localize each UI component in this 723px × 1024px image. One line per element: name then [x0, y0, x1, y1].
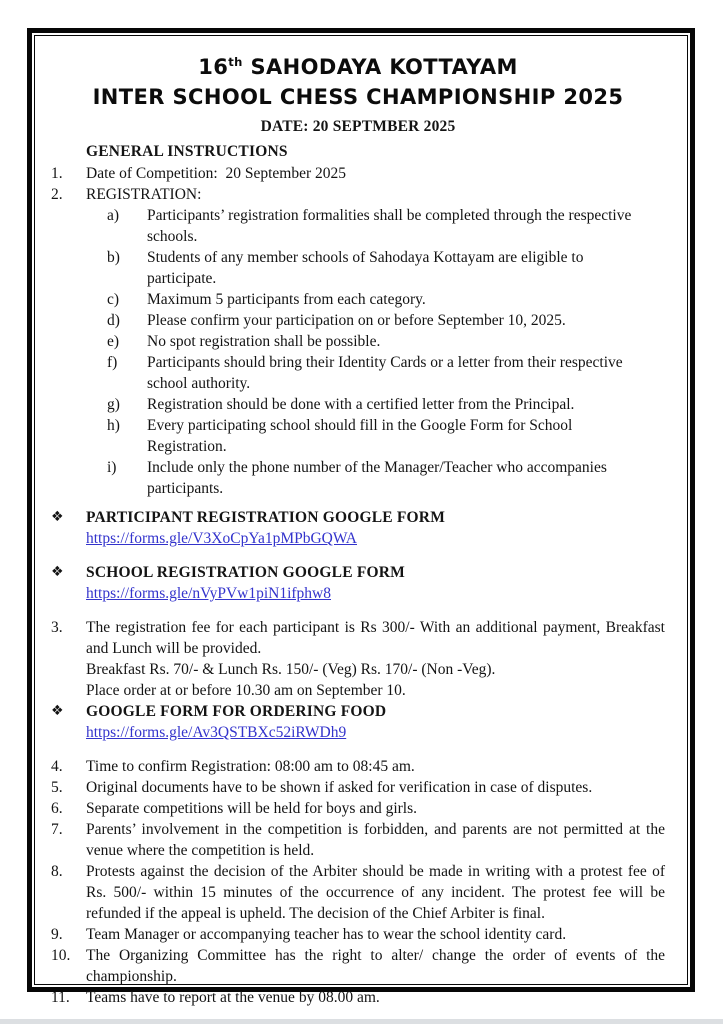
item-text: Date of Competition: 20 September 2025: [86, 165, 347, 182]
page-edge-shadow: [0, 1019, 723, 1024]
sub-item-i: [107, 457, 665, 499]
item-number: 9.: [51, 926, 63, 943]
school-form-link-row: [51, 583, 665, 604]
item-text-line-3: Place order at or before 10.30 am on September 10.: [86, 682, 406, 699]
item-number: 8.: [51, 863, 63, 880]
item-text: Parents’ involvement in the competition is forbidden, and parents are not permitted at the venue where the competition is held.: [86, 821, 665, 859]
item-number: 3.: [51, 619, 63, 636]
instruction-item-5: [51, 777, 665, 798]
sub-item-g: [107, 394, 665, 415]
instruction-item-2: [51, 184, 665, 205]
instruction-item-4: [51, 756, 665, 777]
item-text: The registration fee for each participant is Rs 300/- With an additional payment, Breakfast and Lunch will be provided.: [86, 619, 665, 657]
sub-item-letter: e): [107, 333, 120, 350]
instruction-item-11: [51, 987, 665, 1008]
form-title: GOOGLE FORM FOR ORDERING FOOD: [86, 703, 387, 720]
diamond-bullet-icon: ❖: [51, 509, 64, 525]
item-number: 2.: [51, 186, 63, 203]
sub-item-h: [107, 415, 665, 457]
instruction-item-1: [51, 163, 665, 184]
item-text: The Organizing Committee has the right to alter/ change the order of events of the championship.: [86, 947, 665, 985]
item-number: 7.: [51, 821, 63, 838]
instruction-item-9: [51, 924, 665, 945]
food-form-link-row: [51, 722, 665, 743]
sub-item-letter: c): [107, 291, 120, 308]
title-ordinal-suffix: th: [228, 55, 243, 69]
sub-item-d: [107, 310, 665, 331]
sub-item-text: Students of any member schools of Sahodaya Kottayam are eligible to participate.: [147, 249, 584, 287]
item-text: Original documents have to be shown if asked for verification in case of disputes.: [86, 779, 593, 796]
sub-item-letter: g): [107, 396, 120, 413]
diamond-bullet-icon: ❖: [51, 564, 64, 580]
item-number: 10.: [51, 947, 71, 964]
school-form-link[interactable]: https://forms.gle/nVyPVw1piN1ifphw8: [86, 585, 331, 602]
food-form-link[interactable]: https://forms.gle/Av3QSTBXc52iRWDh9: [86, 724, 347, 741]
sub-item-b: [107, 247, 665, 289]
participant-form-link[interactable]: https://forms.gle/V3XoCpYa1pMPbGQWA: [86, 530, 357, 547]
instruction-item-8: [51, 861, 665, 924]
sub-item-e: [107, 331, 665, 352]
title-number: 16: [198, 55, 229, 79]
sub-item-text: Every participating school should fill in the Google Form for School Registration.: [147, 417, 573, 455]
item-text: REGISTRATION:: [86, 186, 202, 203]
date-line: DATE: 20 SEPTMBER 2025: [260, 118, 456, 135]
document-title-line-1: [51, 47, 665, 82]
item-text-line-2: Breakfast Rs. 70/- & Lunch Rs. 150/- (Veg) Rs. 170/- (Non -Veg).: [86, 661, 496, 678]
instruction-item-10: [51, 945, 665, 987]
sub-item-c: [107, 289, 665, 310]
form-title: PARTICIPANT REGISTRATION GOOGLE FORM: [86, 509, 446, 526]
sub-item-text: Participants should bring their Identity Cards or a letter from their respective school authority.: [147, 354, 623, 392]
sub-item-letter: i): [107, 459, 117, 476]
school-form-heading: [51, 562, 665, 583]
sub-item-letter: b): [107, 249, 120, 266]
document-title-line-2: INTER SCHOOL CHESS CHAMPIONSHIP 2025: [92, 85, 624, 109]
sub-item-letter: a): [107, 207, 120, 224]
diamond-bullet-icon: ❖: [51, 703, 64, 719]
item-text: Teams have to report at the venue by 08.00 am.: [86, 989, 380, 1006]
sub-item-text: Please confirm your participation on or before September 10, 2025.: [147, 312, 566, 329]
sub-item-text: Registration should be done with a certified letter from the Principal.: [147, 396, 575, 413]
item-text: Time to confirm Registration: 08:00 am to 08:45 am.: [86, 758, 415, 775]
sub-item-text: Include only the phone number of the Manager/Teacher who accompanies participants.: [147, 459, 607, 497]
item-number: 1.: [51, 165, 63, 182]
sub-item-letter: f): [107, 354, 118, 371]
instruction-item-6: [51, 798, 665, 819]
sub-item-letter: d): [107, 312, 120, 329]
participant-form-link-row: [51, 528, 665, 549]
sub-item-f: [107, 352, 665, 394]
item-number: 6.: [51, 800, 63, 817]
item-number: 11.: [51, 989, 70, 1006]
sub-item-text: No spot registration shall be possible.: [147, 333, 381, 350]
section-heading: GENERAL INSTRUCTIONS: [86, 143, 288, 160]
page-border-frame: [27, 28, 695, 1006]
item-text: Separate competitions will be held for boys and girls.: [86, 800, 418, 817]
sub-item-letter: h): [107, 417, 120, 434]
sub-item-text: Maximum 5 participants from each category.: [147, 291, 426, 308]
form-title: SCHOOL REGISTRATION GOOGLE FORM: [86, 564, 405, 581]
item-number: 4.: [51, 758, 63, 775]
sub-item-text: Participants’ registration formalities shall be completed through the respective schools.: [147, 207, 632, 245]
instruction-item-3: [51, 617, 665, 701]
item-text: Protests against the decision of the Arbiter should be made in writing with a protest fee of Rs. 500/- within 15 minutes of the occurrence of any incident. The protest fee will be refunded if the appeal is upheld. The decision of the Chief Arbiter is final.: [86, 863, 665, 922]
item-number: 5.: [51, 779, 63, 796]
participant-form-heading: [51, 507, 665, 528]
instruction-item-7: [51, 819, 665, 861]
sub-item-a: [107, 205, 665, 247]
title-text: SAHODAYA KOTTAYAM: [242, 55, 518, 79]
food-form-heading: [51, 701, 665, 722]
item-text: Team Manager or accompanying teacher has to wear the school identity card.: [86, 926, 567, 943]
page-border-inner: [34, 35, 688, 1006]
